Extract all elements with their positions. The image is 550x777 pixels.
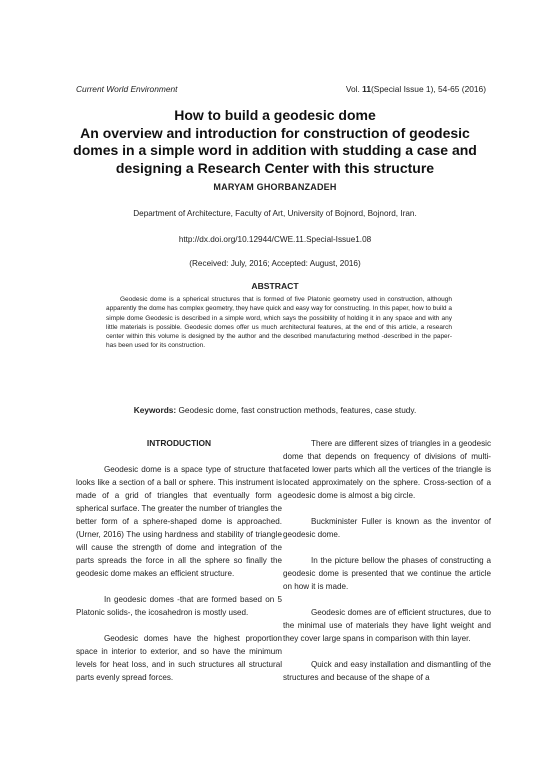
paragraph: Buckminister Fuller is known as the inventor of geodesic dome.: [283, 517, 491, 539]
keywords: [0, 405, 550, 415]
paper-title: [40, 107, 510, 177]
paragraph: Geodesic dome is a space type of structure that looks like a section of a ball or sphere. This instrument is made of a grid of triangles that eventually form a spherical surface. The greater the number of triangles the better form of a sphere-shaped dome is approached. (Urner, 2016) The using hardness and stability of triangle will cause the strength of dome and integration of the parts spreads the force in all the sphere so finally the geodesic dome makes an efficient structure.: [76, 465, 282, 578]
paragraph: In geodesic domes -that are formed based on 5 Platonic solids-, the icosahedron is mostly used.: [76, 595, 282, 617]
section-heading-introduction: INTRODUCTION: [146, 438, 212, 448]
running-header: [76, 84, 486, 94]
affiliation: Department of Architecture, Faculty of Art, University of Bojnord, Bojnord, Iran.: [133, 209, 417, 218]
title-line: domes in a simple word in addition with studding a case and: [73, 142, 477, 158]
author-name: MARYAM GHORBANZADEH: [213, 182, 337, 192]
title-line: designing a Research Center with this structure: [115, 159, 435, 176]
journal-name: Current World Environment: [76, 84, 178, 94]
title-line: An overview and introduction for construction of geodesic: [80, 124, 470, 141]
abstract-heading: ABSTRACT: [251, 281, 299, 291]
left-column: [76, 437, 282, 684]
title-line: How to build a geodesic dome: [174, 107, 376, 123]
abstract-text: Geodesic dome is a spherical structures that is formed of five Platonic geometry used in construction, although apparently the dome has complex geometry, they have quick and easy way for constructing. In this paper, how to build a simple dome Geodesic is described in a simple word, which says the possibility of holding it in any space and with any little materials is possible. Geodesic domes offer us much architectural features, at the end of this article, a research center within this volume is designed by the author and the described manufacturing method -described in the paper-has been used for its construction.: [106, 296, 452, 350]
keywords-label: Keywords:: [133, 405, 177, 415]
received-dates: (Received: July, 2016; Accepted: August, 2016): [189, 259, 361, 268]
paragraph: There are different sizes of triangles in a geodesic dome that depends on frequency of divisions of multi-faceted lower parts which all the vertices of the triangle is located approximately on the sphere. Cross-section of a geodesic dome is almost a big circle.: [283, 439, 491, 500]
doi-link[interactable]: http://dx.doi.org/10.12944/CWE.11.Special-Issue1.08: [178, 235, 372, 244]
paragraph: Geodesic domes are of efficient structures, due to the minimal use of materials they have light weight and they cover large spans in comparison with thin layer.: [283, 608, 491, 643]
paragraph: Quick and easy installation and dismantling of the structures and because of the shape of a: [283, 660, 491, 682]
keywords-text: Geodesic dome, fast construction methods, features, case study.: [176, 405, 417, 415]
volume-number: 11: [362, 84, 371, 94]
right-column: [283, 437, 491, 684]
volume-info: Vol. 11(Special Issue 1), 54-65 (2016): [345, 84, 486, 94]
paragraph: In the picture bellow the phases of constructing a geodesic dome is presented that we continue the article on how it is made.: [283, 556, 491, 591]
paragraph: Geodesic domes have the highest proportion space in interior to exterior, and so have the minimum levels for heat loss, and in such structures all structural parts evenly spread forces.: [76, 634, 282, 682]
